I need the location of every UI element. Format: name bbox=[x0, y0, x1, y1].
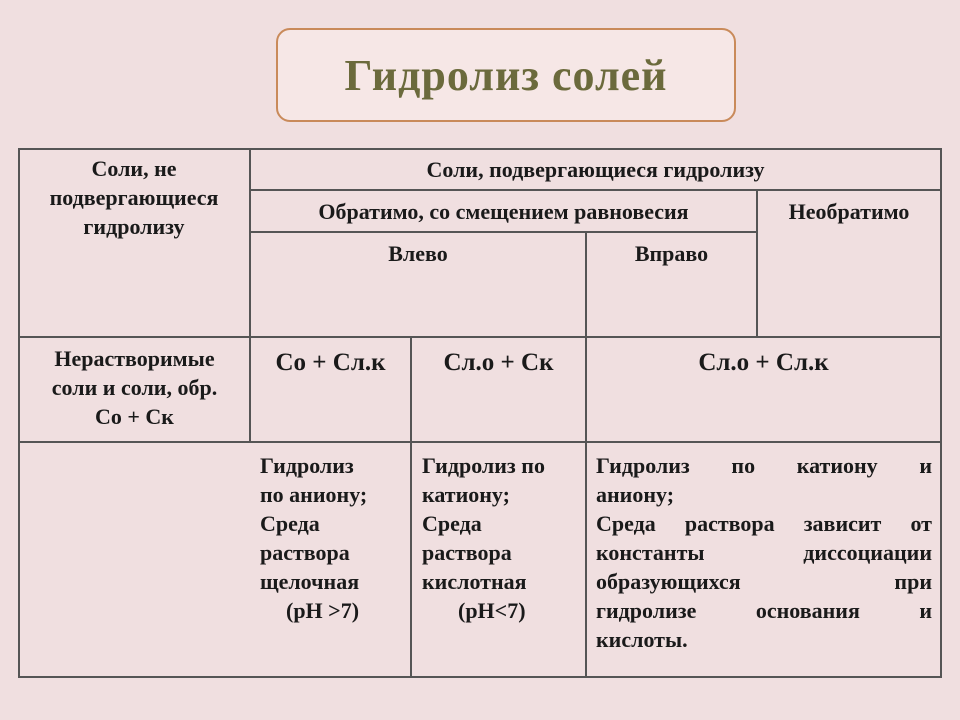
divider-col-1 bbox=[249, 148, 251, 443]
desc-anion bbox=[260, 451, 406, 625]
header-not-hydrolyzed: Соли, не подвергающиеся гидролизу bbox=[49, 156, 219, 239]
desc-line: раствора bbox=[422, 540, 512, 565]
type-insoluble bbox=[20, 344, 249, 431]
type-insoluble-line: Нерастворимые bbox=[54, 346, 215, 371]
desc-line: кислоты. bbox=[596, 627, 688, 652]
desc-line: Гидролиз по bbox=[422, 453, 545, 478]
header-hydrolyzed: Соли, подвергающиеся гидролизу bbox=[426, 157, 765, 182]
type-weak-base-strong-acid: Сл.о + Ск bbox=[443, 349, 554, 376]
desc-line: Гидролиз bbox=[260, 453, 354, 478]
type-strong-base-weak-acid: Со + Сл.к bbox=[275, 349, 386, 376]
desc-line: гидролизе основания и bbox=[596, 598, 932, 623]
header-right: Вправо bbox=[634, 241, 709, 266]
type-insoluble-line: Со + Ск bbox=[95, 404, 174, 429]
desc-line: константы диссоциации bbox=[596, 540, 932, 565]
table-border-right bbox=[940, 148, 942, 678]
header-reversible: Обратимо, со смещением равновесия bbox=[318, 199, 689, 224]
table-border-top bbox=[18, 148, 942, 150]
desc-line: Среда bbox=[422, 511, 482, 536]
header-left: Влево bbox=[388, 241, 448, 266]
desc-line: Гидролиз по катиону и bbox=[596, 453, 932, 478]
divider-under-hydrolyzed bbox=[249, 189, 942, 191]
desc-line: раствора bbox=[260, 540, 350, 565]
divider-col-3 bbox=[585, 231, 587, 678]
desc-both bbox=[596, 451, 932, 654]
desc-line: щелочная bbox=[260, 569, 360, 594]
divider-under-reversible bbox=[249, 231, 757, 233]
desc-line: образующихся при bbox=[596, 569, 932, 594]
divider-col-2 bbox=[410, 336, 412, 678]
type-weak-base-weak-acid: Сл.о + Сл.к bbox=[698, 349, 829, 376]
header-irreversible: Необратимо bbox=[788, 199, 910, 224]
desc-line: аниону; bbox=[596, 482, 675, 507]
desc-ph: (pH >7) bbox=[286, 598, 360, 623]
desc-line: кислотная bbox=[422, 569, 527, 594]
desc-line: Среда раствора зависит от bbox=[596, 511, 932, 536]
desc-cation bbox=[422, 451, 582, 625]
desc-line: Среда bbox=[260, 511, 320, 536]
type-insoluble-line: соли и соли, обр. bbox=[51, 375, 218, 400]
desc-line: по аниону; bbox=[260, 482, 368, 507]
title-box bbox=[276, 28, 736, 122]
divider-types-bottom bbox=[18, 441, 942, 443]
page-title: Гидролиз солей bbox=[344, 50, 668, 100]
desc-line: катиону; bbox=[422, 482, 510, 507]
table-border-bottom bbox=[18, 676, 942, 678]
desc-ph: (pH<7) bbox=[458, 598, 526, 623]
divider-header-bottom bbox=[18, 336, 942, 338]
